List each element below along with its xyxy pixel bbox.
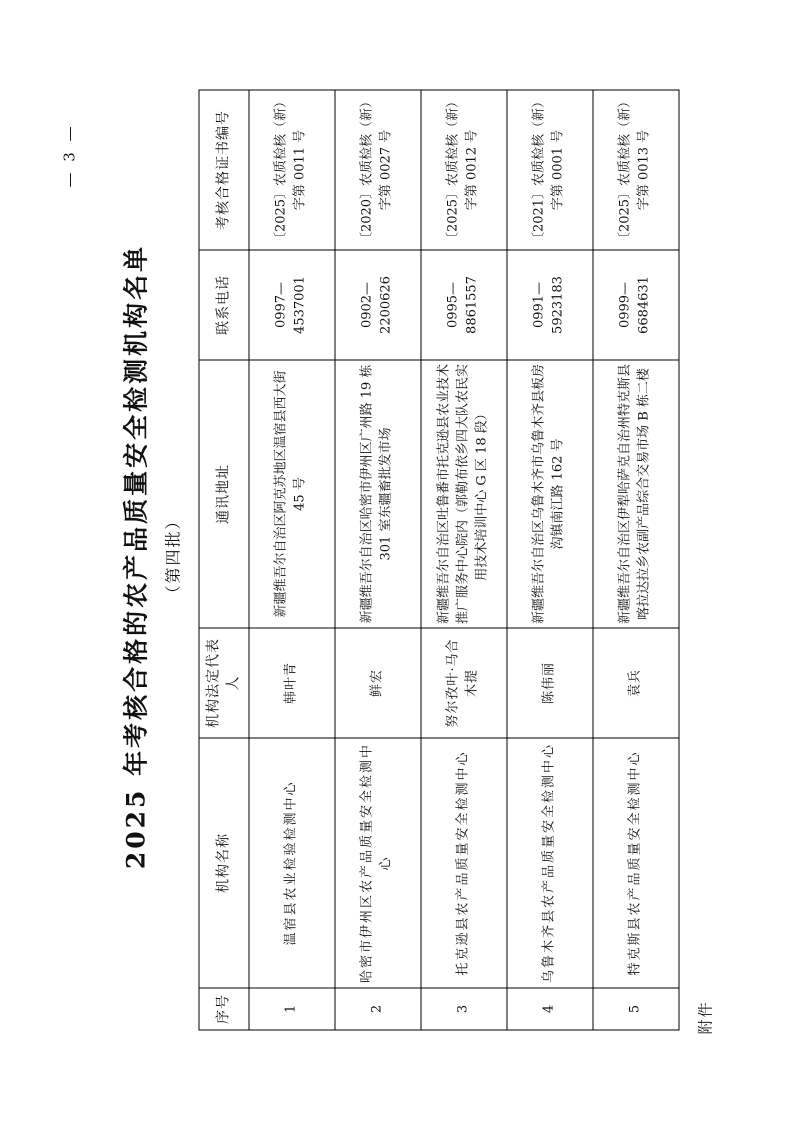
cell-tel: 0997—4537001 (248, 250, 334, 360)
cell-no: 1 (248, 988, 334, 1030)
cell-cert: 〔2025〕农质检核（新）字第 0011 号 (248, 90, 334, 250)
page-title: 2025 年考核合格的农产品质量安全检测机构名单 (121, 243, 150, 869)
cell-rep: 韩叶青 (248, 628, 334, 738)
cell-cert: 〔2021〕农质检核（新）字第 0001 号 (506, 90, 592, 250)
table-header-rep: 机构法定代表人 (199, 628, 249, 738)
table-header-row (199, 90, 249, 1030)
page-subtitle: （第四批） (163, 511, 182, 602)
table-header-address: 通讯地址 (199, 360, 249, 628)
cell-cert: 〔2020〕农质检核（新）字第 0027 号 (334, 90, 420, 250)
table-header-no: 序号 (199, 988, 249, 1030)
cell-address: 新疆维吾尔自治区阿克苏地区温宿县西大街 45 号 (248, 360, 334, 628)
cell-no: 2 (334, 988, 420, 1030)
attachment-label: 附件 (696, 999, 714, 1034)
cell-name: 温宿县农业检验检测中心 (248, 738, 334, 988)
table-row (334, 90, 420, 1030)
cell-cert: 〔2025〕农质检核（新）字第 0013 号 (592, 90, 678, 250)
cell-tel: 0991—5923183 (506, 250, 592, 360)
cell-no: 4 (506, 988, 592, 1030)
cell-name: 托克逊县农产品质量安全检测中心 (420, 738, 506, 988)
table-row (592, 90, 678, 1030)
cell-address: 新疆维吾尔自治区哈密市伊州区广州路 19 栋 301 室东疆畜批发市场 (334, 360, 420, 628)
institution-table (198, 89, 679, 1030)
cell-rep: 鲜宏 (334, 628, 420, 738)
table-row (248, 90, 334, 1030)
page-number: — 3 — (60, 122, 78, 187)
cell-rep: 努尔孜叶·马合木提 (420, 628, 506, 738)
cell-address: 新疆维吾尔自治区乌鲁木齐市乌鲁木齐县板房沟镇南江路 162 号 (506, 360, 592, 628)
table-header-tel: 联系电话 (199, 250, 249, 360)
cell-address: 新疆维吾尔自治区吐鲁番市托克逊县农业技术推广服务中心院内（郭勒布依乡四大队农民实用技术培训中心 G 区 18 段） (420, 360, 506, 628)
cell-tel: 0995—8861557 (420, 250, 506, 360)
cell-address: 新疆维吾尔自治区伊犁哈萨克自治州特克斯县喀拉达拉乡农副产品综合交易市场 B 栋二楼 (592, 360, 678, 628)
cell-tel: 0902—2200626 (334, 250, 420, 360)
table-header-name: 机构名称 (199, 738, 249, 988)
cell-tel: 0999—6684631 (592, 250, 678, 360)
cell-no: 3 (420, 988, 506, 1030)
table-row (506, 90, 592, 1030)
cell-name: 乌鲁木齐县农产品质量安全检测中心 (506, 738, 592, 988)
cell-rep: 袁兵 (592, 628, 678, 738)
cell-no: 5 (592, 988, 678, 1030)
cell-cert: 〔2025〕农质检核（新）字第 0012 号 (420, 90, 506, 250)
cell-name: 哈密市伊州区农产品质量安全检测中心 (334, 738, 420, 988)
cell-name: 特克斯县农产品质量安全检测中心 (592, 738, 678, 988)
table-row (420, 90, 506, 1030)
cell-rep: 陈伟丽 (506, 628, 592, 738)
table-header-cert: 考核合格证书编号 (199, 90, 249, 250)
